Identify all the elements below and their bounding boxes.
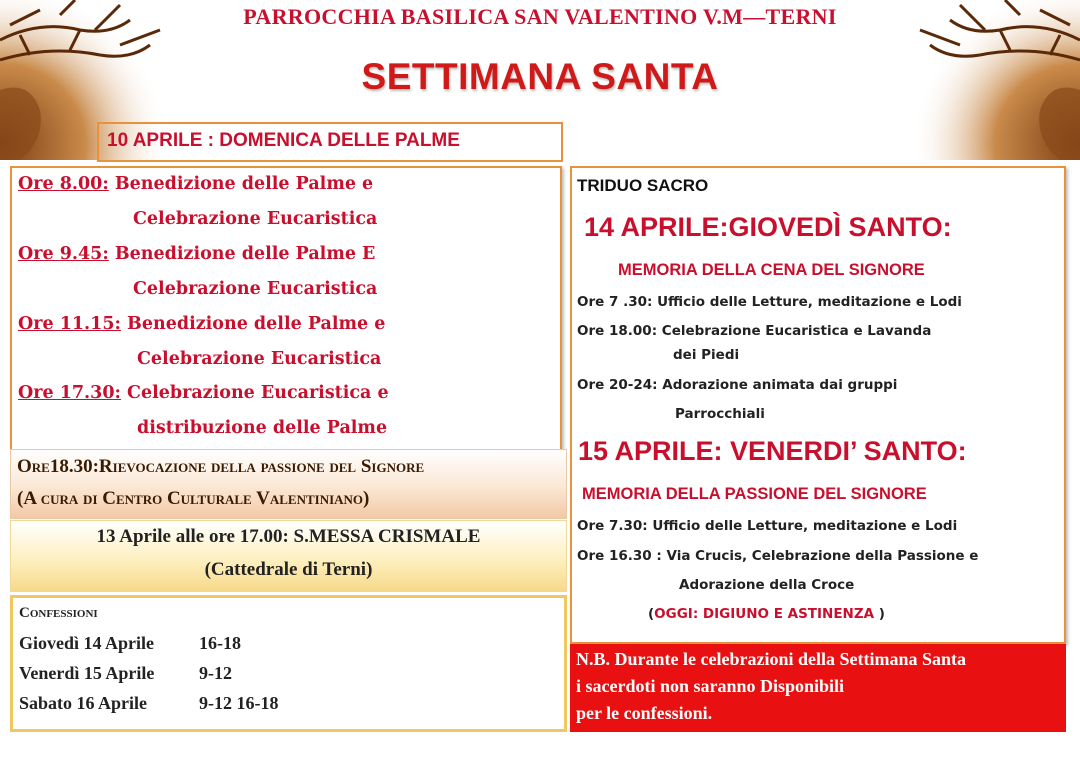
chrism-mass-box <box>10 520 567 592</box>
fasting-note <box>648 606 885 622</box>
schedule-time: Ore 17.30: <box>18 383 121 403</box>
friday-line: Ore 16.30 : Via Crucis, Celebrazione della Passione e <box>577 548 979 564</box>
schedule-line <box>18 383 389 403</box>
fasting-note-open: ( <box>648 606 655 622</box>
schedule-line: Celebrazione Eucaristica <box>137 349 382 369</box>
schedule-time: Ore 11.15: <box>18 314 121 334</box>
friday-heading: 15 APRILE: VENERDI’ SANTO: <box>578 436 967 466</box>
thursday-line: Parrocchiali <box>675 406 765 422</box>
confessions-day: Sabato 16 Aprile <box>19 693 148 713</box>
schedule-text: Benedizione delle Palme e <box>120 314 386 334</box>
schedule-line <box>18 174 373 194</box>
thursday-line: Ore 20-24: Adorazione animata dai gruppi <box>577 377 898 393</box>
chrism-mass-location: (Cattedrale di Terni) <box>204 559 373 580</box>
thursday-line: Ore 7 .30: Ufficio delle Letture, meditazione e Lodi <box>577 294 962 310</box>
schedule-line: Celebrazione Eucaristica <box>133 279 378 299</box>
thursday-memoria: MEMORIA DELLA CENA DEL SIGNORE <box>618 261 925 279</box>
friday-memoria: MEMORIA DELLA PASSIONE DEL SIGNORE <box>582 485 927 503</box>
page-title: SETTIMANA SANTA <box>361 56 719 97</box>
nb-line: per le confessioni. <box>576 703 713 723</box>
triduo-sacro-box <box>570 166 1066 644</box>
schedule-line: distribuzione delle Palme <box>137 418 388 438</box>
confessions-hours: 16-18 <box>199 633 241 653</box>
confessions-hours: 9-12 <box>199 663 232 683</box>
thursday-line: Ore 18.00: Celebrazione Eucaristica e Lavanda <box>577 323 932 339</box>
palm-sunday-heading: 10 APRILE : DOMENICA DELLE PALME <box>97 122 563 162</box>
friday-line: Adorazione della Croce <box>679 577 855 593</box>
confessions-box <box>10 595 567 732</box>
schedule-line <box>18 314 385 334</box>
passion-line: Ore18.30:Rievocazione della passione del Signore <box>17 456 425 477</box>
schedule-text: Benedizione delle Palme e <box>108 174 374 194</box>
nb-notice-box <box>570 644 1066 732</box>
confessions-hours: 9-12 16-18 <box>199 693 279 713</box>
confessions-day: Venerdì 15 Aprile <box>19 663 155 683</box>
passion-reenactment-box <box>10 449 567 519</box>
triduo-title: TRIDUO SACRO <box>577 176 709 195</box>
schedule-text: Celebrazione Eucaristica e <box>120 383 389 403</box>
schedule-text: Benedizione delle Palme E <box>108 244 376 264</box>
schedule-time: Ore 9.45: <box>18 244 109 264</box>
passion-organizer: (A cura di Centro Culturale Valentiniano) <box>17 488 370 509</box>
nb-line: i sacerdoti non saranno Disponibili <box>576 676 845 696</box>
schedule-line: Celebrazione Eucaristica <box>133 209 378 229</box>
fasting-note-close: ) <box>874 606 885 622</box>
fasting-note-text: OGGI: DIGIUNO E ASTINENZA <box>654 606 875 622</box>
friday-line: Ore 7.30: Ufficio delle Letture, meditazione e Lodi <box>577 518 958 534</box>
thursday-line: dei Piedi <box>673 347 740 363</box>
confessions-title: Confessioni <box>19 605 98 621</box>
chrism-mass-line: 13 Aprile alle ore 17.00: S.MESSA CRISMALE <box>96 526 481 547</box>
parish-name: PARROCCHIA BASILICA SAN VALENTINO V.M—TERNI <box>243 4 837 29</box>
schedule-time: Ore 8.00: <box>18 174 109 194</box>
schedule-line <box>18 244 375 264</box>
confessions-day: Giovedì 14 Aprile <box>19 633 154 653</box>
thursday-heading: 14 APRILE:GIOVEDÌ SANTO: <box>584 212 952 242</box>
nb-line: N.B. Durante le celebrazioni della Settimana Santa <box>576 649 966 669</box>
palm-sunday-schedule <box>10 166 562 451</box>
